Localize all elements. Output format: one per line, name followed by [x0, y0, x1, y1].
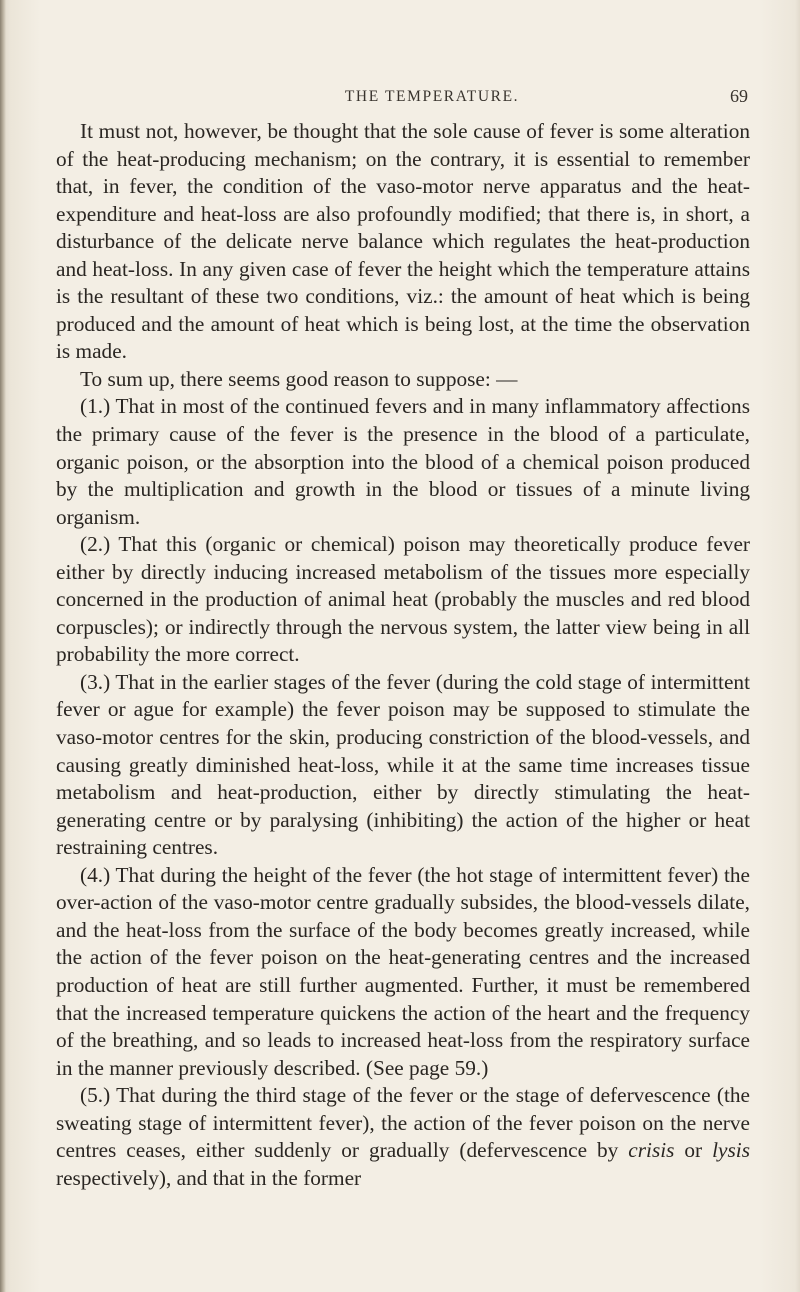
body-text: [56, 118, 750, 1192]
paragraph-point-3: (3.) That in the earlier stages of the fever (during the cold stage of intermittent fever or ague for example) the fever poison may be supposed to stimulate the vaso-motor centres for the skin, producing constriction of the blood-vessels, and causing greatly diminished heat-loss, while it at the same time increases tissue metabolism and heat-production, either by directly stimulating the heat-generating centre or by paralysing (inhibiting) the action of the higher or heat restraining centres.: [56, 669, 750, 860]
paragraph-point-5: [56, 1082, 750, 1192]
running-head: THE TEMPERATURE.: [344, 88, 520, 105]
page-header: [58, 86, 748, 110]
paragraph-point-1: (1.) That in most of the continued fevers and in many inflammatory affections the primary cause of the fever is the presence in the blood of a particulate, organic poison, or the absorption into the blood of a chemical poison produced by the multiplication and growth in the blood or tissues of a minute living organism.: [56, 394, 750, 529]
paragraph-point-5-end: respectively), and that in the former: [56, 1165, 362, 1190]
paragraph-point-2: (2.) That this (organic or chemical) poison may theoretically produce fever either by directly inducing increased metabolism of the tissues more especially concerned in the production of animal heat (probably the muscles and red blood corpuscles); or indirectly through the nervous system, the latter view being in all probability the more correct.: [56, 532, 750, 667]
paragraph-summary-lead: To sum up, there seems good reason to suppose: —: [80, 366, 518, 391]
italic-term-lysis: lysis: [712, 1138, 750, 1163]
italic-term-crisis: crisis: [628, 1138, 675, 1163]
page-binding-shadow: [0, 0, 6, 1292]
paragraph-point-5-connector: or: [674, 1138, 713, 1163]
page-number: 69: [730, 86, 748, 106]
paragraph-intro: It must not, however, be thought that the sole cause of fever is some alteration of the heat-producing mechanism; on the contrary, it is essential to remember that, in fever, the condition of the vaso-motor nerve apparatus and the heat-expenditure and heat-loss are also profoundly modified; that there is, in short, a disturbance of the delicate nerve balance which regulates the heat-production and heat-loss. In any given case of fever the height which the temperature attains is the resultant of these two conditions, viz.: the amount of heat which is being produced and the amount of heat which is being lost, at the time the observation is made.: [56, 119, 750, 364]
paragraph-point-5-start: (5.) That during the third stage of the fever or the stage of defervescence (the sweating stage of intermittent fever), the action of the fever poison on the nerve centres ceases, either suddenly or gradually (defervescence by: [56, 1083, 750, 1163]
paragraph-point-4: (4.) That during the height of the fever (the hot stage of intermittent fever) the over-action of the vaso-motor centre gradually subsides, the blood-vessels dilate, and the heat-loss from the surface of the body becomes greatly increased, while the action of the fever poison on the heat-generating centres and the increased production of heat are still further augmented. Further, it must be remembered that the increased temperature quickens the action of the heart and the frequency of the breathing, and so leads to increased heat-loss from the respiratory surface in the manner previously described. (See page 59.): [56, 862, 750, 1080]
